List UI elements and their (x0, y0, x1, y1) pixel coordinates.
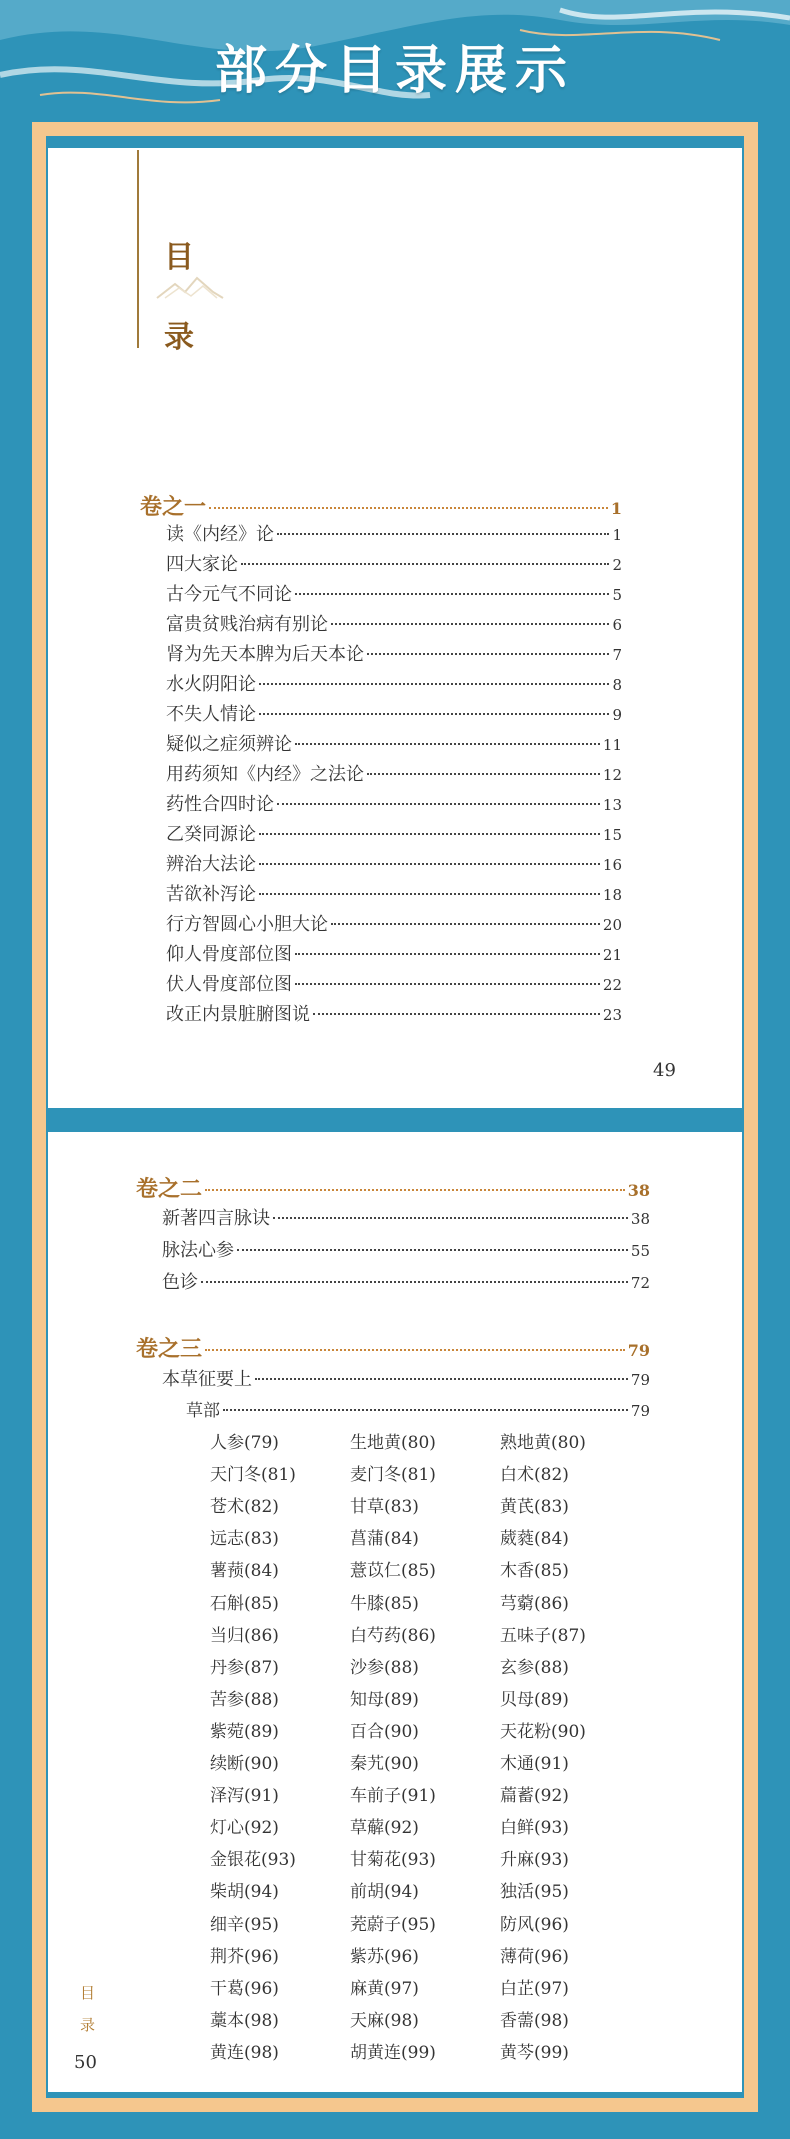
herb-item: 紫菀(89) (210, 1721, 279, 1742)
volume-label: 卷之三 (136, 1336, 203, 1362)
entry-title: 用药须知《内经》之法论 (166, 764, 364, 785)
entry-title: 草部 (186, 1401, 220, 1421)
herb-item: 秦艽(90) (350, 1754, 419, 1774)
herb-item: 续断(90) (210, 1754, 279, 1774)
herb-item: 苦参(88) (210, 1689, 279, 1710)
page-number: 49 (653, 1060, 676, 1081)
entry-title: 辨治大法论 (166, 854, 256, 875)
page-ref: 23 (602, 1006, 622, 1024)
toc-entry (166, 760, 622, 786)
herb-item: 天花粉(90) (500, 1721, 586, 1742)
toc-entry (166, 640, 622, 666)
page-ref: 11 (602, 736, 622, 754)
herb-item: 甘草(83) (350, 1497, 419, 1518)
herb-item: 灯心(92) (210, 1818, 279, 1839)
entry-title: 四大家论 (166, 554, 238, 575)
herb-item: 麦门冬(81) (350, 1465, 436, 1486)
herb-item: 天门冬(81) (210, 1465, 296, 1486)
page-ref: 18 (602, 886, 622, 904)
leader-dots (259, 683, 609, 685)
page-ref: 1 (610, 499, 622, 518)
herb-item: 草薢(92) (350, 1818, 419, 1839)
entry-title: 改正内景脏腑图说 (166, 1004, 310, 1025)
page-ref: 55 (630, 1242, 650, 1260)
herb-item: 独活(95) (500, 1882, 569, 1903)
leader-dots (259, 893, 600, 895)
herb-item: 五味子(87) (500, 1625, 586, 1646)
herb-item: 牛膝(85) (350, 1593, 419, 1614)
herb-item: 葳蕤(84) (500, 1529, 569, 1550)
herb-item: 菖蒲(84) (350, 1529, 419, 1550)
herb-item: 紫苏(96) (350, 1946, 419, 1967)
herb-item: 薄荷(96) (500, 1946, 569, 1967)
herb-item: 柴胡(94) (210, 1882, 279, 1903)
leader-dots (273, 1217, 628, 1219)
volume-label: 卷之二 (136, 1176, 203, 1202)
page-ref: 38 (627, 1181, 650, 1200)
toc-entry (166, 940, 622, 966)
herb-item: 玄参(88) (500, 1657, 569, 1678)
leader-dots (277, 803, 600, 805)
herb-item: 前胡(94) (350, 1882, 419, 1903)
leader-dots (295, 743, 600, 745)
page-ref: 79 (630, 1402, 650, 1420)
entry-title: 富贵贫贱治病有别论 (166, 614, 328, 635)
herb-item: 荆芥(96) (210, 1946, 279, 1967)
herb-item: 白术(82) (500, 1465, 569, 1486)
herb-item: 香薷(98) (500, 2010, 569, 2031)
leader-dots (205, 1189, 625, 1191)
toc-entry (166, 970, 622, 996)
leader-dots (295, 593, 609, 595)
toc-entry (166, 880, 622, 906)
leader-dots (241, 563, 609, 565)
herb-item: 黄芩(99) (500, 2042, 569, 2063)
leader-dots (277, 533, 609, 535)
page-ref: 21 (602, 946, 622, 964)
page-ref: 1 (612, 526, 622, 544)
herb-item: 百合(90) (350, 1721, 419, 1742)
page-ref: 5 (612, 586, 622, 604)
leader-dots (367, 773, 600, 775)
herb-item: 木香(85) (500, 1561, 569, 1582)
herb-item: 金银花(93) (210, 1850, 296, 1871)
herb-item: 胡黄连(99) (350, 2042, 436, 2063)
toc-entry (166, 610, 622, 636)
toc-entry (166, 580, 622, 606)
herb-item: 车前子(91) (350, 1786, 436, 1807)
toc-entry (162, 1236, 650, 1262)
volume-1-row (140, 490, 622, 521)
entry-title: 药性合四时论 (166, 794, 274, 815)
page-number: 50 (74, 2052, 97, 2073)
herb-item: 远志(83) (210, 1529, 279, 1550)
toc-entry (166, 730, 622, 756)
entry-title: 读《内经》论 (166, 524, 274, 545)
herb-item: 丹参(87) (210, 1657, 279, 1678)
herb-item: 贝母(89) (500, 1689, 569, 1710)
herb-item: 熟地黄(80) (500, 1433, 586, 1453)
banner-title: 部分目录展示 (214, 41, 575, 101)
toc-entry (166, 520, 622, 546)
herb-item: 当归(86) (210, 1625, 279, 1646)
herb-item: 沙参(88) (350, 1657, 419, 1678)
page-ref: 79 (630, 1371, 650, 1389)
herb-item: 甘菊花(93) (350, 1850, 436, 1871)
toc-entry (166, 790, 622, 816)
toc-entry (166, 550, 622, 576)
toc-entry (166, 670, 622, 696)
herb-item: 人参(79) (210, 1433, 279, 1453)
toc-entry (162, 1268, 650, 1294)
toc-subentry (186, 1396, 650, 1421)
herb-item: 黄连(98) (210, 2042, 279, 2063)
herb-item: 芎藭(86) (500, 1593, 569, 1614)
banner (0, 0, 790, 120)
entry-title: 色诊 (162, 1272, 198, 1293)
leader-dots (313, 1013, 600, 1015)
herb-item: 天麻(98) (350, 2010, 419, 2031)
herb-item: 黄芪(83) (500, 1497, 569, 1518)
leader-dots (331, 623, 609, 625)
toc-entry (166, 820, 622, 846)
leader-dots (367, 653, 609, 655)
herb-item: 升麻(93) (500, 1850, 569, 1871)
volume-3-row (136, 1332, 650, 1363)
leader-dots (295, 983, 600, 985)
entry-title: 乙癸同源论 (166, 824, 256, 845)
page-ref: 12 (602, 766, 622, 784)
herb-item: 薯蓣(84) (210, 1561, 279, 1582)
page-ref: 13 (602, 796, 622, 814)
toc-entry (162, 1204, 650, 1230)
herb-item: 防风(96) (500, 1914, 569, 1935)
leader-dots (259, 863, 600, 865)
page-ref: 22 (602, 976, 622, 994)
herb-item: 生地黄(80) (350, 1433, 436, 1453)
entry-title: 本草征要上 (162, 1369, 252, 1390)
page-ref: 8 (612, 676, 622, 694)
toc-entry (162, 1365, 650, 1391)
herb-item: 薏苡仁(85) (350, 1561, 436, 1582)
leader-dots (331, 923, 600, 925)
volume-label: 卷之一 (140, 494, 207, 520)
volume-2-row (136, 1172, 650, 1203)
entry-title: 不失人情论 (166, 704, 256, 725)
herb-item: 白芷(97) (500, 1978, 569, 1999)
entry-title: 水火阴阳论 (166, 674, 256, 695)
herb-item: 泽泻(91) (210, 1786, 279, 1807)
herb-item: 白芍药(86) (350, 1625, 436, 1646)
entry-title: 脉法心参 (162, 1240, 234, 1261)
side-label-bottom: 录 (80, 2016, 96, 2034)
page-ref: 9 (612, 706, 622, 724)
herb-item: 茺蔚子(95) (350, 1914, 436, 1935)
herb-item: 白鲜(93) (500, 1818, 569, 1839)
toc-entry (166, 850, 622, 876)
leader-dots (237, 1249, 628, 1251)
entry-title: 仰人骨度部位图 (166, 944, 292, 965)
entry-title: 肾为先天本脾为后天本论 (166, 644, 364, 665)
entry-title: 苦欲补泻论 (166, 884, 256, 905)
mountain-icon (155, 274, 225, 302)
toc-entry (166, 910, 622, 936)
page-ref: 15 (602, 826, 622, 844)
entry-title: 新著四言脉诀 (162, 1208, 270, 1229)
herb-item: 藁本(98) (210, 2010, 279, 2031)
entry-title: 疑似之症须辨论 (166, 734, 292, 755)
page-ref: 79 (627, 1341, 650, 1360)
leader-dots (209, 507, 608, 509)
herb-item: 萹蓄(92) (500, 1786, 569, 1807)
herb-item: 知母(89) (350, 1689, 419, 1710)
toc-heading-top: 目 (164, 240, 194, 275)
leader-dots (205, 1349, 625, 1351)
page-ref: 16 (602, 856, 622, 874)
page-ref: 7 (612, 646, 622, 664)
herb-item: 干葛(96) (210, 1978, 279, 1999)
toc-entry (166, 700, 622, 726)
heading-rule (137, 150, 139, 348)
leader-dots (201, 1281, 628, 1283)
entry-title: 古今元气不同论 (166, 584, 292, 605)
entry-title: 行方智圆心小胆大论 (166, 914, 328, 935)
herb-item: 细辛(95) (210, 1914, 279, 1935)
page-ref: 2 (612, 556, 622, 574)
herb-item: 木通(91) (500, 1754, 569, 1774)
toc-heading-bottom: 录 (164, 320, 194, 355)
entry-title: 伏人骨度部位图 (166, 974, 292, 995)
herb-item: 麻黄(97) (350, 1978, 419, 1999)
toc-entry (166, 1000, 622, 1026)
leader-dots (255, 1378, 628, 1380)
herb-item: 石斛(85) (210, 1593, 279, 1614)
leader-dots (259, 833, 600, 835)
leader-dots (223, 1409, 628, 1411)
herb-item: 苍术(82) (210, 1497, 279, 1518)
page-ref: 20 (602, 916, 622, 934)
page-ref: 6 (612, 616, 622, 634)
page-ref: 72 (630, 1274, 650, 1292)
leader-dots (259, 713, 609, 715)
side-label-top: 目 (80, 1984, 96, 2002)
page-ref: 38 (630, 1210, 650, 1228)
leader-dots (295, 953, 600, 955)
